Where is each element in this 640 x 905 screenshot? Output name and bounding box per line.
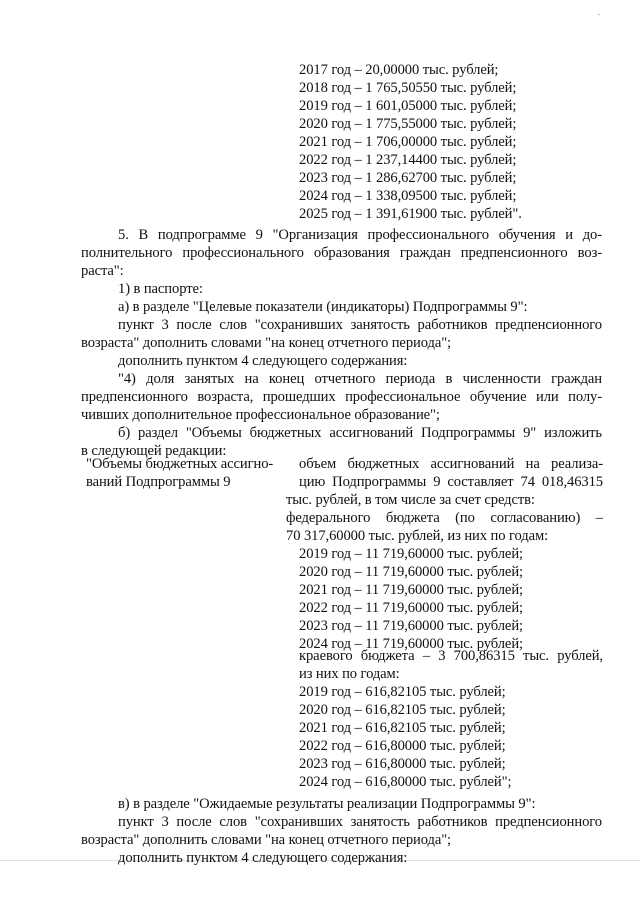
passport-a-add-point4: дополнить пунктом 4 следующего содержания:: [118, 353, 408, 369]
list-item: 2023 год – 616,80000 тыс. рублей;: [299, 756, 506, 772]
list-item: 2020 год – 11 719,60000 тыс. рублей;: [299, 564, 523, 580]
list-item: 2019 год – 1 601,05000 тыс. рублей;: [299, 98, 517, 114]
table-right-line1: объем бюджетных ассигнований на реализа-: [299, 456, 603, 472]
passport-item-b-line2: в следующей редакции:: [81, 443, 227, 459]
table-regional-line1: краевого бюджета – 3 700,86315 тыс. рублей,: [299, 648, 603, 664]
section5-line2: полнительного профессионального образования граждан предпенсионного воз-: [81, 245, 602, 261]
table-right-line5: 70 317,60000 тыс. рублей, из них по годам:: [286, 528, 549, 544]
table-regional-line2: из них по годам:: [299, 666, 400, 682]
passport-item-b-line1: б) раздел "Объемы бюджетных ассигнований Подпрограммы 9" изложить: [118, 425, 602, 441]
list-item: 2025 год – 1 391,61900 тыс. рублей".: [299, 206, 522, 222]
list-item: 2021 год – 11 719,60000 тыс. рублей;: [299, 582, 523, 598]
table-left-line2: ваний Подпрограммы 9: [86, 474, 231, 490]
list-item: 2024 год – 11 719,60000 тыс. рублей;: [299, 636, 523, 652]
passport-point4-line3: чивших дополнительное профессиональное образование";: [81, 407, 440, 423]
list-item: 2021 год – 616,82105 тыс. рублей;: [299, 720, 506, 736]
table-right-line4: федерального бюджета (по согласованию) –: [286, 510, 603, 526]
list-item: 2023 год – 1 286,62700 тыс. рублей;: [299, 170, 517, 186]
passport-item-1: 1) в паспорте:: [118, 281, 203, 297]
results-point3-line2: возраста" дополнить словами "на конец отчетного периода";: [81, 832, 452, 848]
table-right-line3: тыс. рублей, в том числе за счет средств:: [286, 492, 535, 508]
list-item: 2022 год – 616,80000 тыс. рублей;: [299, 738, 506, 754]
list-item: 2022 год – 1 237,14400 тыс. рублей;: [299, 152, 517, 168]
results-add-point4: дополнить пунктом 4 следующего содержания:: [118, 850, 408, 866]
list-item: 2023 год – 11 719,60000 тыс. рублей;: [299, 618, 523, 634]
list-item: 2019 год – 616,82105 тыс. рублей;: [299, 684, 506, 700]
section5-line3: раста":: [81, 263, 124, 279]
table-right-line2: цию Подпрограммы 9 составляет 74 018,46315: [299, 474, 603, 490]
scan-speck: [598, 14, 600, 15]
list-item: 2024 год – 616,80000 тыс. рублей";: [299, 774, 512, 790]
list-item: 2019 год – 11 719,60000 тыс. рублей;: [299, 546, 523, 562]
results-item-v: в) в разделе "Ожидаемые результаты реализации Подпрограммы 9":: [118, 796, 536, 812]
list-item: 2022 год – 11 719,60000 тыс. рублей;: [299, 600, 523, 616]
section5-line1: 5. В подпрограмме 9 "Организация профессионального обучения и до-: [118, 227, 602, 243]
passport-point4-line1: "4) доля занятых на конец отчетного периода в численности граждан: [118, 371, 602, 387]
list-item: 2024 год – 1 338,09500 тыс. рублей;: [299, 188, 517, 204]
list-item: 2017 год – 20,00000 тыс. рублей;: [299, 62, 499, 78]
passport-item-a: а) в разделе "Целевые показатели (индикаторы) Подпрограммы 9":: [118, 299, 528, 315]
passport-a-point3-line2: возраста" дополнить словами "на конец отчетного периода";: [81, 335, 452, 351]
results-point3-line1: пункт 3 после слов "сохранивших занятость работников предпенсионного: [118, 814, 602, 830]
list-item: 2021 год – 1 706,00000 тыс. рублей;: [299, 134, 517, 150]
passport-point4-line2: предпенсионного возраста, прошедших профессиональное обучение или полу-: [81, 389, 602, 405]
list-item: 2018 год – 1 765,50550 тыс. рублей;: [299, 80, 517, 96]
passport-a-point3-line1: пункт 3 после слов "сохранивших занятость работников предпенсионного: [118, 317, 602, 333]
list-item: 2020 год – 616,82105 тыс. рублей;: [299, 702, 506, 718]
list-item: 2020 год – 1 775,55000 тыс. рублей;: [299, 116, 517, 132]
table-left-line1: "Объемы бюджетных ассигно-: [86, 456, 274, 472]
